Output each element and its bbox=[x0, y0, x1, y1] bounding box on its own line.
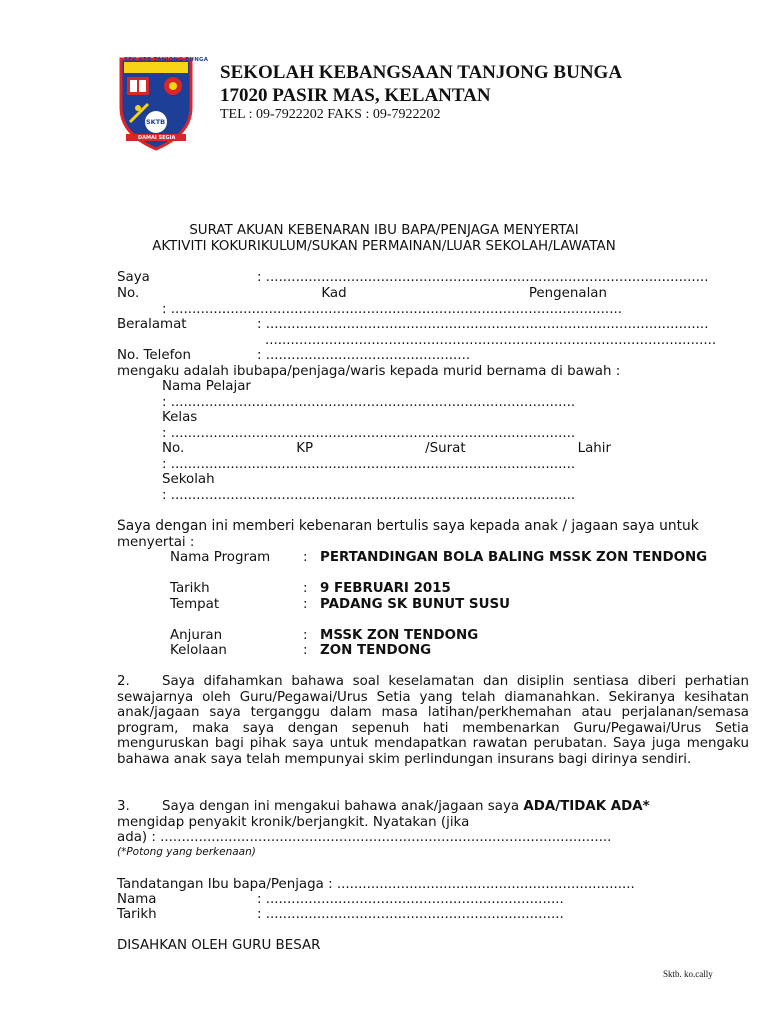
permission-line-1: Saya dengan ini memberi kebenaran bertulis saya kepada anak / jagaan saya untuk bbox=[117, 518, 699, 534]
form-title-line-1: SURAT AKUAN KEBENARAN IBU BAPA/PENJAGA MENYERTAI bbox=[189, 223, 579, 238]
lahir-label: Lahir bbox=[577, 441, 611, 456]
program-date-colon: : bbox=[303, 581, 308, 596]
saya-label: Saya bbox=[117, 270, 150, 285]
program-manager-colon: : bbox=[303, 643, 308, 658]
para3-number: 3. bbox=[117, 799, 130, 814]
para3-note: (*Potong yang berkenaan) bbox=[117, 846, 256, 858]
crest-top-text: SEK KEB TANJONG BUNGA bbox=[124, 57, 209, 63]
para3-text: Saya dengan ini mengakui bahawa anak/jagaan saya bbox=[162, 799, 520, 814]
address-field-2[interactable]: .......................................................................................................... bbox=[265, 333, 717, 348]
kp-field[interactable]: : ............................................................................................... bbox=[162, 457, 576, 472]
program-name-label: Nama Program bbox=[170, 550, 271, 565]
telefon-field[interactable]: : ................................................ bbox=[257, 348, 471, 363]
sekolah-label: Sekolah bbox=[162, 472, 215, 487]
sekolah-field[interactable]: : ............................................................................................... bbox=[162, 488, 576, 503]
para2-body: Saya difahamkan bahawa soal keselamatan dan disiplin sentiasa diberi perhatian sewajarnya oleh Guru/Pegawai/Urus Setia yang telah diamanahkan. Sekiranya kesihatan anak/jagaan saya terganggu dalam masa latihan/perkhemahan atau perjalanan/semasa program, maka saya dengan sepenuh hati membenarkan Guru/Pegawai/Urus Setia menguruskan bagi pihak saya untuk mendapatkan rawatan perubatan. Saya juga mengaku bahawa anak saya telah mempunyai skim perlindungan insurans bagi dirinya sendiri. bbox=[117, 674, 749, 767]
para3-line-2: mengidap penyakit kronik/berjangkit. Nyatakan (jika bbox=[117, 815, 470, 830]
program-organizer-label: Anjuran bbox=[170, 628, 223, 643]
pengenalan-label: Pengenalan bbox=[528, 286, 607, 301]
para3-line-1 bbox=[162, 799, 650, 814]
program-venue-colon: : bbox=[303, 597, 308, 612]
permission-line-2: menyertai : bbox=[117, 535, 195, 550]
school-address: 17020 PASIR MAS, KELANTAN bbox=[220, 85, 491, 106]
saya-field[interactable]: : ........................................................................................................ bbox=[257, 270, 709, 285]
no-kp-label: No. bbox=[162, 441, 185, 456]
para3-line-3[interactable]: ada) : .......................................................................................................... bbox=[117, 830, 612, 845]
declaration-text: mengaku adalah ibubapa/penjaga/waris kepada murid bernama di bawah : bbox=[117, 364, 621, 379]
program-organizer-colon: : bbox=[303, 628, 308, 643]
school-name: SEKOLAH KEBANGSAAN TANJONG BUNGA bbox=[220, 62, 623, 83]
no-label: No. bbox=[117, 286, 140, 301]
program-organizer-value: MSSK ZON TENDONG bbox=[320, 628, 479, 643]
ic-label-row bbox=[117, 286, 607, 301]
program-name-colon: : bbox=[303, 550, 308, 565]
program-venue-value: PADANG SK BUNUT SUSU bbox=[320, 597, 510, 612]
address-field-1[interactable]: : ........................................................................................................ bbox=[257, 317, 709, 332]
kp-label-row bbox=[162, 441, 611, 456]
kad-label: Kad bbox=[321, 286, 347, 301]
program-manager-value: ZON TENDONG bbox=[320, 643, 432, 658]
school-contact: TEL : 09-7922202 FAKS : 09-7922202 bbox=[220, 107, 441, 122]
surat-label: /Surat bbox=[425, 441, 466, 456]
sign-name-field[interactable]: : ...................................................................... bbox=[257, 892, 564, 907]
para3-bold: ADA/TIDAK ADA* bbox=[523, 799, 650, 814]
para2-text bbox=[117, 674, 749, 768]
ic-field[interactable]: : .......................................................................................................... bbox=[162, 302, 622, 317]
crest-monogram: SKTB bbox=[146, 118, 166, 126]
form-title-line-2: AKTIVITI KOKURIKULUM/SUKAN PERMAINAN/LUAR SEKOLAH/LAWATAN bbox=[152, 239, 616, 254]
telefon-label: No. Telefon bbox=[117, 348, 191, 363]
beralamat-label: Beralamat bbox=[117, 317, 187, 332]
para2-number: 2. bbox=[117, 674, 130, 689]
nama-pelajar-field[interactable]: : ............................................................................................... bbox=[162, 395, 576, 410]
program-manager-label: Kelolaan bbox=[170, 643, 227, 658]
nama-pelajar-label: Nama Pelajar bbox=[162, 379, 251, 394]
program-date-label: Tarikh bbox=[170, 581, 210, 596]
sign-date-label: Tarikh bbox=[117, 907, 157, 922]
sign-name-label: Nama bbox=[117, 892, 157, 907]
program-name-value: PERTANDINGAN BOLA BALING MSSK ZON TENDONG bbox=[320, 550, 708, 565]
footer-code: Sktb. ko.cally bbox=[663, 969, 713, 979]
signature-field[interactable]: Tandatangan Ibu bapa/Penjaga : ...................................................................... bbox=[117, 877, 635, 892]
kp-label: KP bbox=[296, 441, 314, 456]
sign-date-field[interactable]: : ...................................................................... bbox=[257, 907, 564, 922]
program-venue-label: Tempat bbox=[170, 597, 220, 612]
headmaster-approval: DISAHKAN OLEH GURU BESAR bbox=[117, 938, 321, 953]
program-date-value: 9 FEBRUARI 2015 bbox=[320, 581, 451, 596]
kelas-label: Kelas bbox=[162, 410, 198, 425]
crest-motto: DAMAI SEGIA bbox=[138, 135, 176, 141]
kelas-field[interactable]: : ............................................................................................... bbox=[162, 426, 576, 441]
